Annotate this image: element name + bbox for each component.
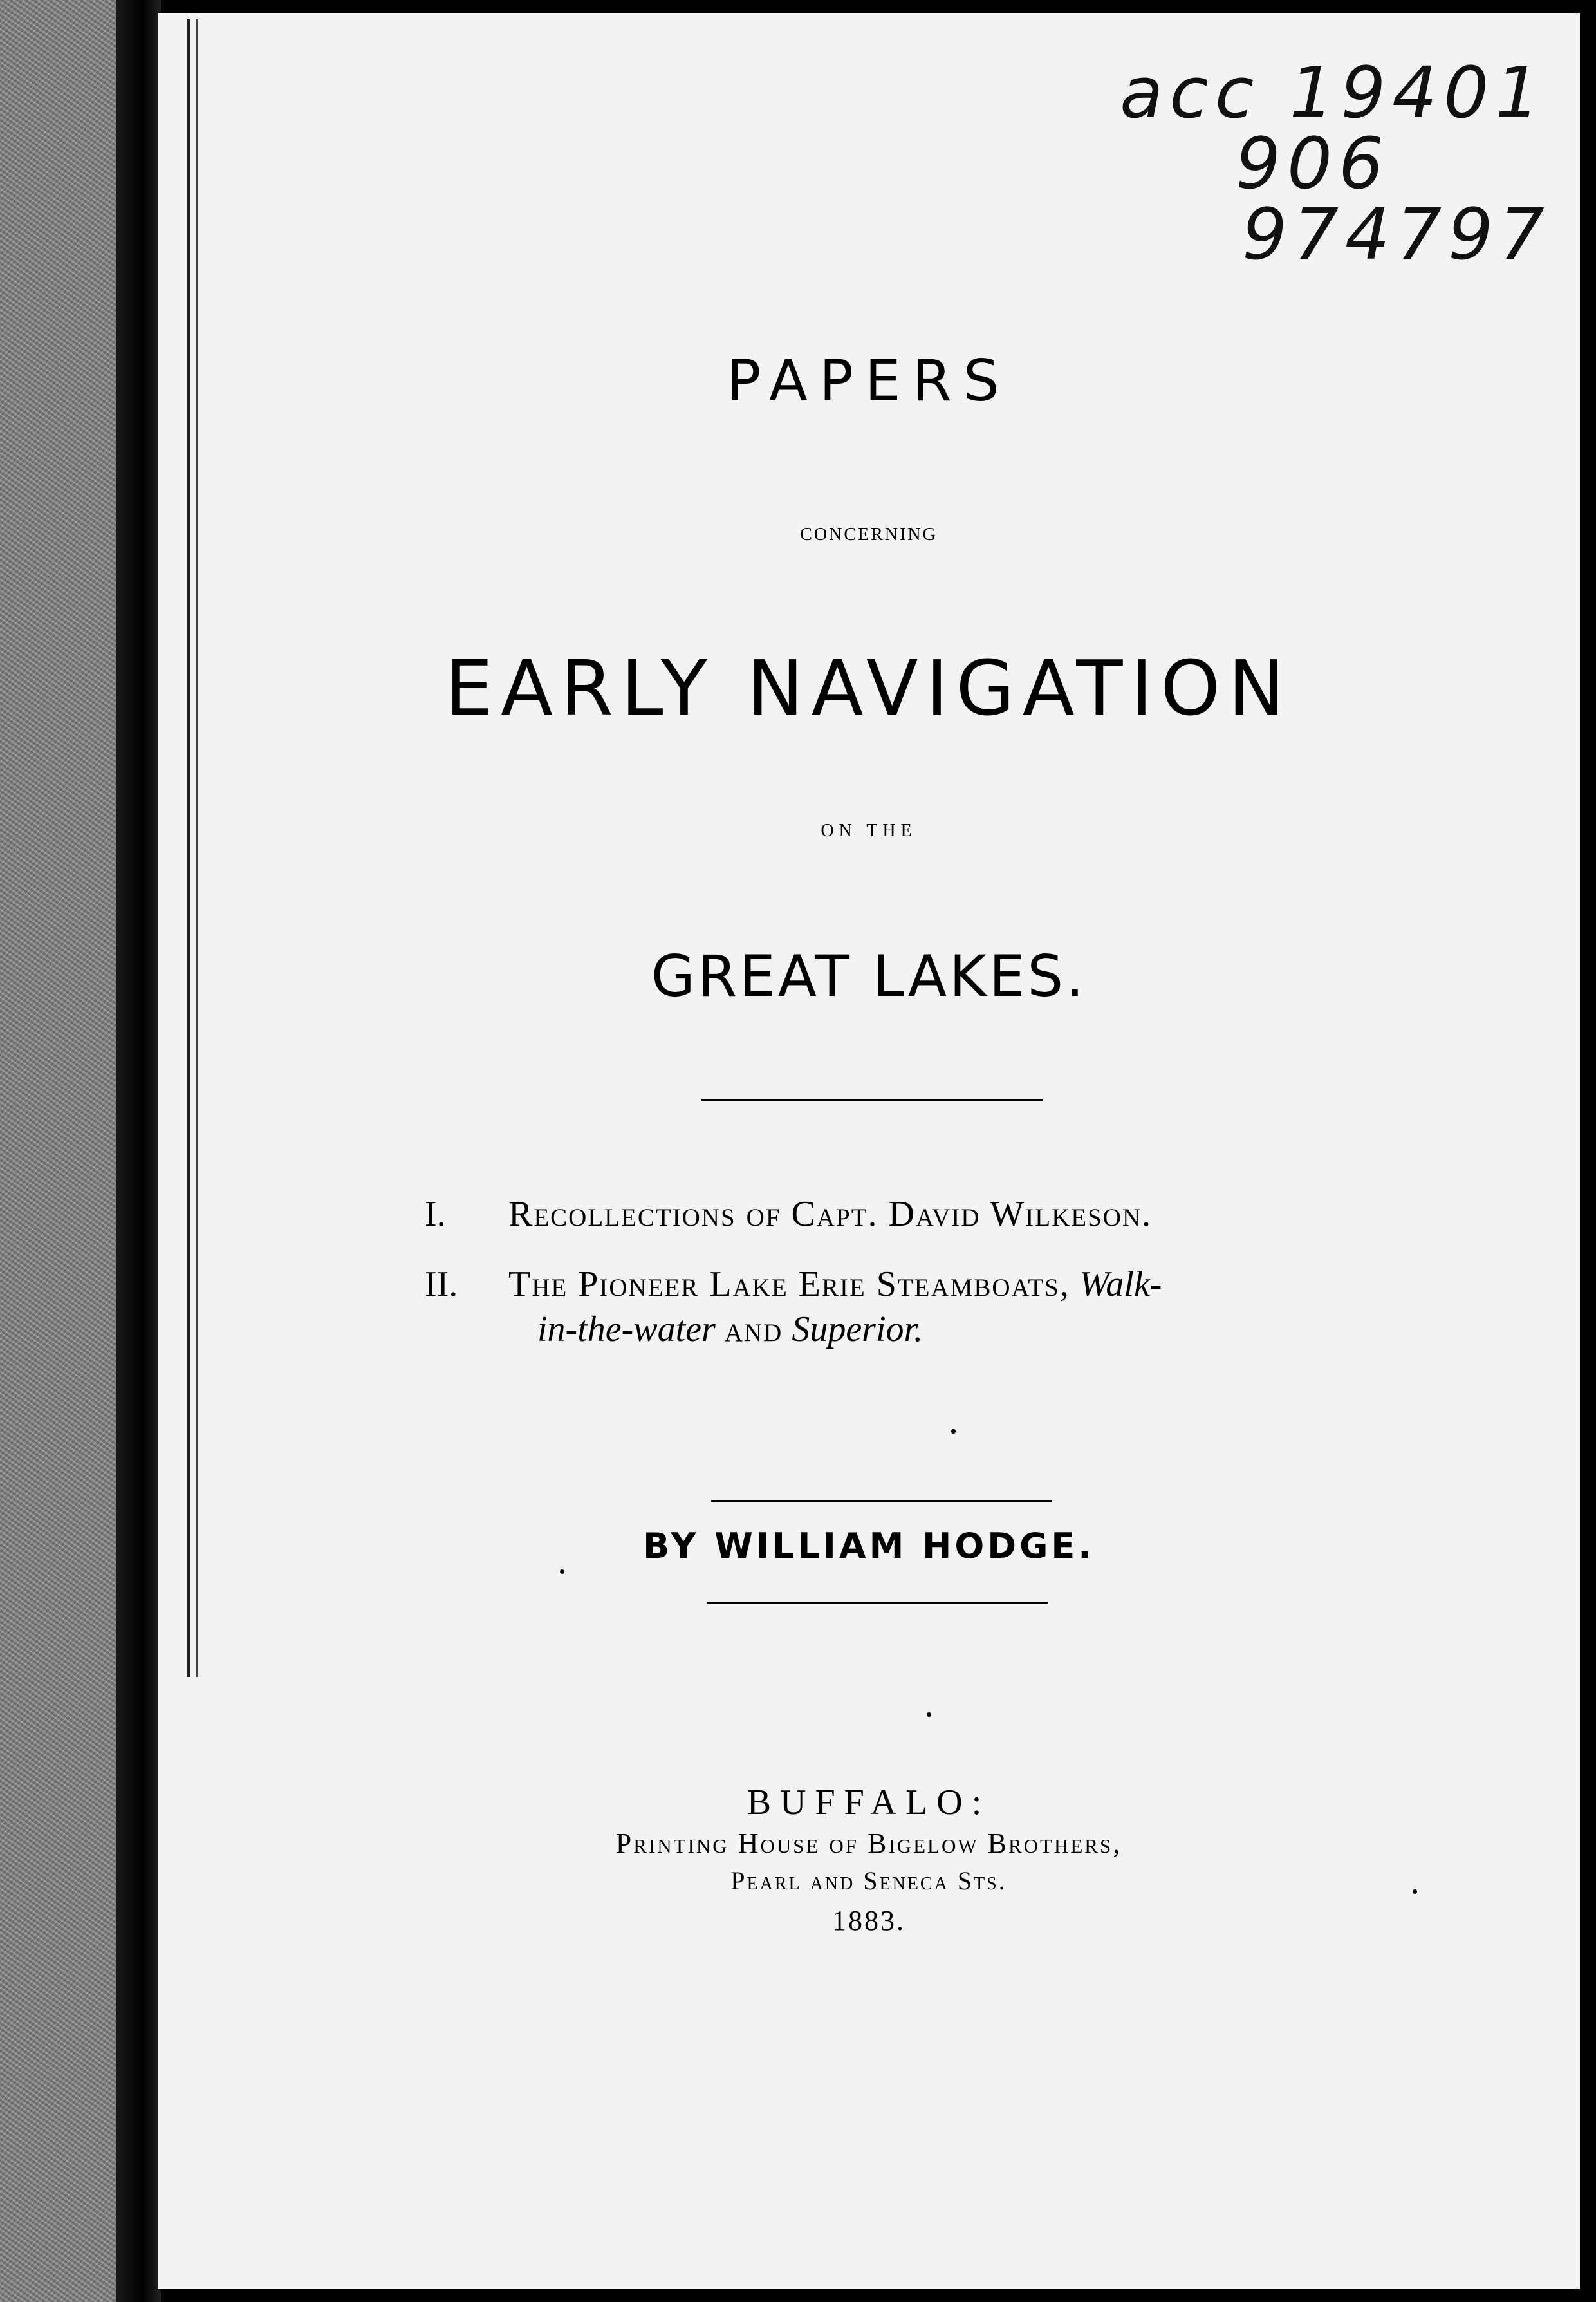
imprint-year: 1883. (832, 1905, 905, 1936)
contents-list (425, 1194, 1358, 1380)
divider-rule (701, 1099, 1043, 1101)
imprint-city: BUFFALO: (747, 1783, 991, 1822)
ink-speck (951, 1429, 956, 1434)
contents-text: Recollections of Capt. David Wilkeson. (508, 1194, 1153, 1234)
divider-rule (707, 1602, 1048, 1604)
ship-name-walk-in-the-water: Walk- (1079, 1264, 1162, 1304)
contents-numeral: II. (425, 1264, 458, 1304)
contents-item (425, 1264, 1358, 1350)
contents-numeral: I. (425, 1194, 446, 1234)
handwritten-catalog-number: 974797 (1242, 193, 1551, 276)
page-gutter (116, 0, 161, 2302)
contents-text: The Pioneer Lake Erie Steamboats, (508, 1264, 1070, 1304)
ship-name-superior: Superior. (792, 1309, 923, 1350)
ship-name-walk-in-the-water-cont: in-the-water (537, 1309, 716, 1350)
author-line: BY WILLIAM HODGE. (643, 1526, 1095, 1566)
imprint-address: Pearl and Seneca Sts. (730, 1866, 1007, 1895)
title-concerning: CONCERNING (800, 525, 938, 545)
ink-speck (1413, 1889, 1417, 1894)
handwritten-shelf-number: 906 (1236, 122, 1390, 205)
handwritten-accession-number: acc 19401 (1120, 51, 1547, 134)
title-early-navigation: EARLY NAVIGATION (445, 644, 1293, 733)
divider-rule (711, 1500, 1052, 1502)
page-fold-line (187, 19, 190, 1677)
imprint-printer: Printing House of Bigelow Brothers, (615, 1828, 1122, 1859)
title-great-lakes: GREAT LAKES. (651, 943, 1087, 1009)
page-fold-line-secondary (196, 19, 198, 1677)
contents-conjunction: and (724, 1309, 783, 1350)
title-on-the: ON THE (821, 821, 917, 841)
contents-item (425, 1194, 1358, 1235)
ink-speck (560, 1569, 564, 1574)
title-papers: PAPERS (727, 348, 1011, 414)
ink-speck (927, 1712, 931, 1717)
